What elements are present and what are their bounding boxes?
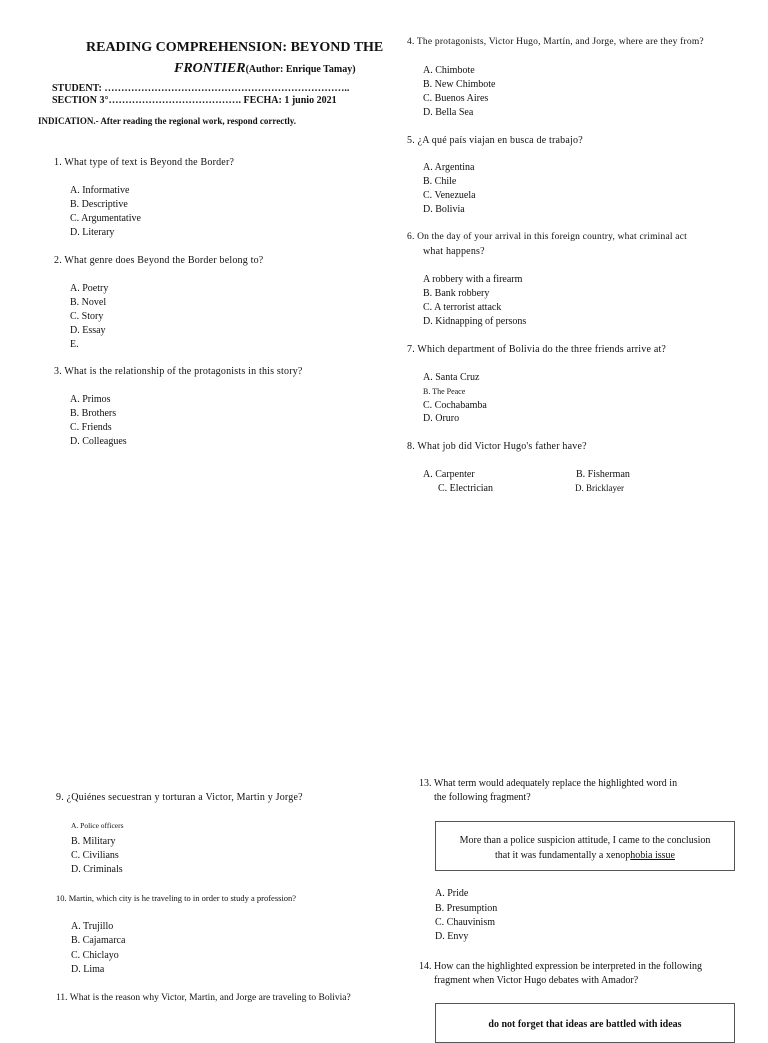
question-3: 3. What is the relationship of the protagonists in this story? — [54, 366, 303, 377]
section-label: SECTION 3°…………………………………. — [52, 95, 242, 106]
question-7: 7. Which department of Bolivia do the three friends arrive at? — [407, 344, 667, 355]
q4-option-a: A. Chimbote — [423, 65, 475, 76]
q1-option-c: C. Argumentative — [70, 213, 141, 224]
q3-option-b: B. Brothers — [70, 408, 117, 419]
q2-option-e: E. — [70, 339, 79, 350]
q9-option-a: A. Police officers — [71, 821, 124, 830]
q3-option-a: A. Primos — [70, 394, 111, 405]
q9-option-c: C. Civilians — [71, 850, 119, 861]
q6-option-c: C. A terrorist attack — [423, 302, 502, 313]
question-6: 6. On the day of your arrival in this foreign country, what criminal act — [407, 232, 687, 242]
question-8: 8. What job did Victor Hugo's father have? — [407, 441, 587, 452]
q10-option-a: A. Trujillo — [71, 921, 114, 932]
q3-option-d: D. Colleagues — [70, 436, 127, 447]
question-13-line-2: the following fragment? — [434, 792, 531, 803]
q7-option-b: B. The Peace — [423, 387, 466, 396]
q1-option-a: A. Informative — [70, 185, 130, 196]
question-4: 4. The protagonists, Victor Hugo, Martín, and Jorge, where are they from? — [407, 37, 704, 47]
question-14: 14. How can the highlighted expression be interpreted in the following — [419, 961, 702, 972]
page-title: READING COMPREHENSION: BEYOND THE — [86, 40, 384, 55]
q14-fragment-box — [435, 1003, 735, 1043]
q9-option-d: D. Criminals — [71, 864, 123, 875]
q6-option-a: A robbery with a firearm — [423, 274, 523, 285]
q8-option-b: B. Fisherman — [576, 469, 630, 480]
q13-option-a: A. Pride — [435, 888, 469, 899]
title-frontier: FRONTIER — [174, 61, 246, 76]
fecha-label: FECHA: 1 junio 2021 — [243, 95, 337, 106]
q4-option-b: B. New Chimbote — [423, 79, 496, 90]
q13-fragment-box — [435, 821, 735, 871]
q8-option-c: C. Electrician — [438, 483, 493, 494]
question-1: 1. What type of text is Beyond the Border? — [54, 157, 235, 168]
q6-option-b: B. Bank robbery — [423, 288, 490, 299]
question-5: 5. ¿A qué país viajan en busca de trabajo? — [407, 135, 583, 146]
q5-option-b: B. Chile — [423, 176, 457, 187]
q6-option-d: D. Kidnapping of persons — [423, 316, 527, 327]
student-line: STUDENT: ……………………………………………………………….. — [52, 83, 350, 94]
q4-option-c: C. Buenos Aires — [423, 93, 489, 104]
q5-option-d: D. Bolivia — [423, 204, 465, 215]
author: (Author: Enrique Tamay) — [245, 64, 356, 75]
q13-option-b: B. Presumption — [435, 903, 498, 914]
question-11: 11. What is the reason why Victor, Martin, and Jorge are traveling to Bolivia? — [56, 993, 351, 1003]
question-10: 10. Martin, which city is he traveling to in order to study a profession? — [56, 893, 297, 903]
q13-option-c: C. Chauvinism — [435, 917, 496, 928]
q2-option-d: D. Essay — [70, 325, 106, 336]
question-2: 2. What genre does Beyond the Border belong to? — [54, 255, 264, 266]
question-9: 9. ¿Quiénes secuestran y torturan a Victor, Martin y Jorge? — [56, 792, 303, 803]
question-6-line-2: what happens? — [423, 246, 485, 257]
section-line — [52, 95, 337, 106]
q13-fragment-text: that it was fundamentally a xenop — [495, 850, 631, 861]
q14-fragment-line-1: do not forget that ideas are battled with ideas — [488, 1019, 682, 1030]
q7-option-a: A. Santa Cruz — [423, 372, 480, 383]
q8-option-a: A. Carpenter — [423, 469, 475, 480]
q5-option-a: A. Argentina — [423, 162, 475, 173]
q1-option-b: B. Descriptive — [70, 199, 128, 210]
q5-option-c: C. Venezuela — [423, 190, 476, 201]
q7-option-c: C. Cochabamba — [423, 400, 487, 411]
q2-option-a: A. Poetry — [70, 283, 109, 294]
q3-option-c: C. Friends — [70, 422, 112, 433]
question-13: 13. What term would adequately replace the highlighted word in — [419, 778, 678, 789]
question-14-line-2: fragment when Victor Hugo debates with Amador? — [434, 975, 639, 986]
q2-option-c: C. Story — [70, 311, 104, 322]
q13-fragment-line-1: More than a police suspicion attitude, I came to the conclusion — [459, 835, 711, 846]
q2-option-b: B. Novel — [70, 297, 107, 308]
title-line-2 — [174, 59, 356, 77]
q8-option-d: D. Bricklayer — [575, 483, 624, 493]
q13-highlighted-word: hobia issue — [630, 850, 675, 861]
q10-option-c: C. Chiclayo — [71, 950, 119, 961]
q7-option-d: D. Oruro — [423, 413, 460, 424]
q13-fragment-line-2 — [436, 848, 734, 863]
q9-option-b: B. Military — [71, 836, 116, 847]
q13-option-d: D. Envy — [435, 931, 469, 942]
q4-option-d: D. Bella Sea — [423, 107, 474, 118]
q10-option-b: B. Cajamarca — [71, 935, 126, 946]
indication: INDICATION.- After reading the regional work, respond correctly. — [38, 116, 296, 126]
q1-option-d: D. Literary — [70, 227, 115, 238]
q10-option-d: D. Lima — [71, 964, 105, 975]
